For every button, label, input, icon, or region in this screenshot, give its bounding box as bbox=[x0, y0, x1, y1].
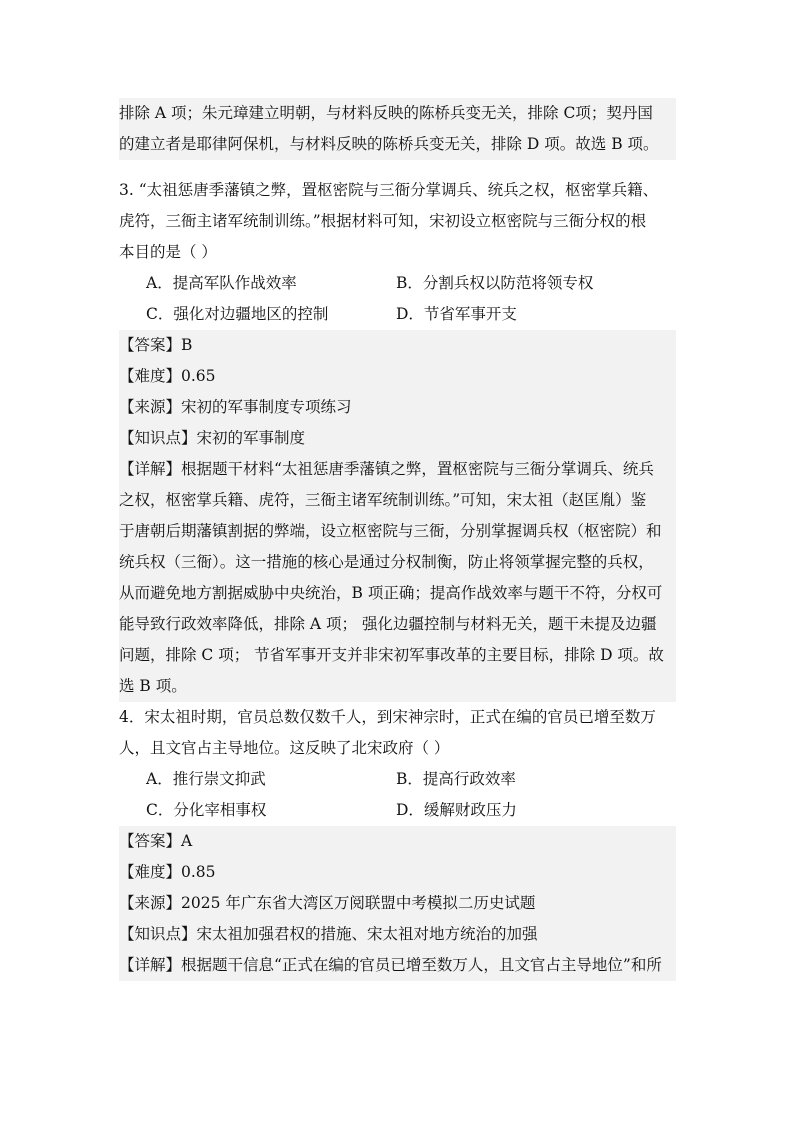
detail-line: 从而避免地方割据威胁中央统治，B 项正确；提高作战效率与题干不符，分权可 bbox=[119, 578, 676, 609]
knowledge-point-line: 【知识点】宋初的军事制度 bbox=[119, 423, 676, 454]
question-stem-line: 4．宋太祖时期，官员总数仅数千人，到宋神宗时，正式在编的官员已增至数万 bbox=[119, 708, 656, 726]
answer-line: 【答案】B bbox=[119, 330, 676, 361]
question-stem-line: 3. “太祖惩唐季藩镇之弊，置枢密院与三衙分掌调兵、统兵之权，枢密掌兵籍、 bbox=[119, 181, 659, 199]
options-row bbox=[119, 299, 676, 330]
text-line: 的建立者是耶律阿保机，与材料反映的陈桥兵变无关，排除 D 项。故选 B 项。 bbox=[119, 129, 676, 160]
knowledge-point-line: 【知识点】宋太祖加强君权的措施、宋太祖对地方统治的加强 bbox=[119, 919, 676, 950]
options-row bbox=[119, 795, 676, 826]
question-stem-line: 人，且文官占主导地位。这反映了北宋政府（ ） bbox=[119, 739, 450, 757]
options-row bbox=[119, 268, 676, 299]
question-3 bbox=[119, 175, 676, 702]
detail-line: 【详解】根据题干信息“正式在编的官员已增至数万人，且文官占主导地位”和所 bbox=[119, 950, 676, 981]
detail-line: 选 B 项。 bbox=[119, 671, 676, 702]
source-line: 【来源】2025 年广东省大湾区万阅联盟中考模拟二历史试题 bbox=[119, 888, 676, 919]
option-d: D．节省军事开支 bbox=[396, 305, 517, 323]
option-b: B．提高行政效率 bbox=[396, 770, 516, 788]
detail-line: 统兵权（三衙）。这一措施的核心是通过分权制衡，防止将领掌握完整的兵权， bbox=[119, 547, 676, 578]
answer-block bbox=[119, 826, 676, 981]
option-b: B．分割兵权以防范将领专权 bbox=[396, 274, 594, 292]
text-line: 排除 A 项；朱元璋建立明朝，与材料反映的陈桥兵变无关，排除 C项；契丹国 bbox=[119, 98, 676, 129]
option-c: C．分化宰相事权 bbox=[146, 801, 267, 819]
question-4 bbox=[119, 702, 676, 981]
detail-line: 【详解】根据题干材料“太祖惩唐季藩镇之弊，置枢密院与三衙分掌调兵、统兵 bbox=[119, 454, 676, 485]
previous-explanation-continuation bbox=[119, 98, 676, 160]
detail-line: 问题，排除 C 项； 节省军事开支并非宋初军事改革的主要目标，排除 D 项。故 bbox=[119, 640, 676, 671]
document-page bbox=[119, 98, 676, 981]
difficulty-line: 【难度】0.65 bbox=[119, 361, 676, 392]
question-stem-line: 虎符，三衙主诸军统制训练。”根据材料可知，宋初设立枢密院与三衙分权的根 bbox=[119, 212, 647, 230]
option-a: A．提高军队作战效率 bbox=[146, 274, 297, 292]
detail-line: 于唐朝后期藩镇割据的弊端，设立枢密院与三衙，分别掌握调兵权（枢密院）和 bbox=[119, 516, 676, 547]
option-c: C．强化对边疆地区的控制 bbox=[146, 305, 329, 323]
detail-line: 之权，枢密掌兵籍、虎符，三衙主诸军统制训练。”可知，宋太祖（赵匡胤）鉴 bbox=[119, 485, 676, 516]
source-line: 【来源】宋初的军事制度专项练习 bbox=[119, 392, 676, 423]
option-a: A．推行崇文抑武 bbox=[146, 770, 266, 788]
answer-line: 【答案】A bbox=[119, 826, 676, 857]
question-stem-line: 本目的是（ ） bbox=[119, 243, 217, 261]
option-d: D．缓解财政压力 bbox=[396, 801, 517, 819]
detail-line: 能导致行政效率降低，排除 A 项； 强化边疆控制与材料无关，题干未提及边疆 bbox=[119, 609, 676, 640]
options-row bbox=[119, 764, 676, 795]
difficulty-line: 【难度】0.85 bbox=[119, 857, 676, 888]
spacer bbox=[119, 160, 676, 175]
answer-block bbox=[119, 330, 676, 702]
